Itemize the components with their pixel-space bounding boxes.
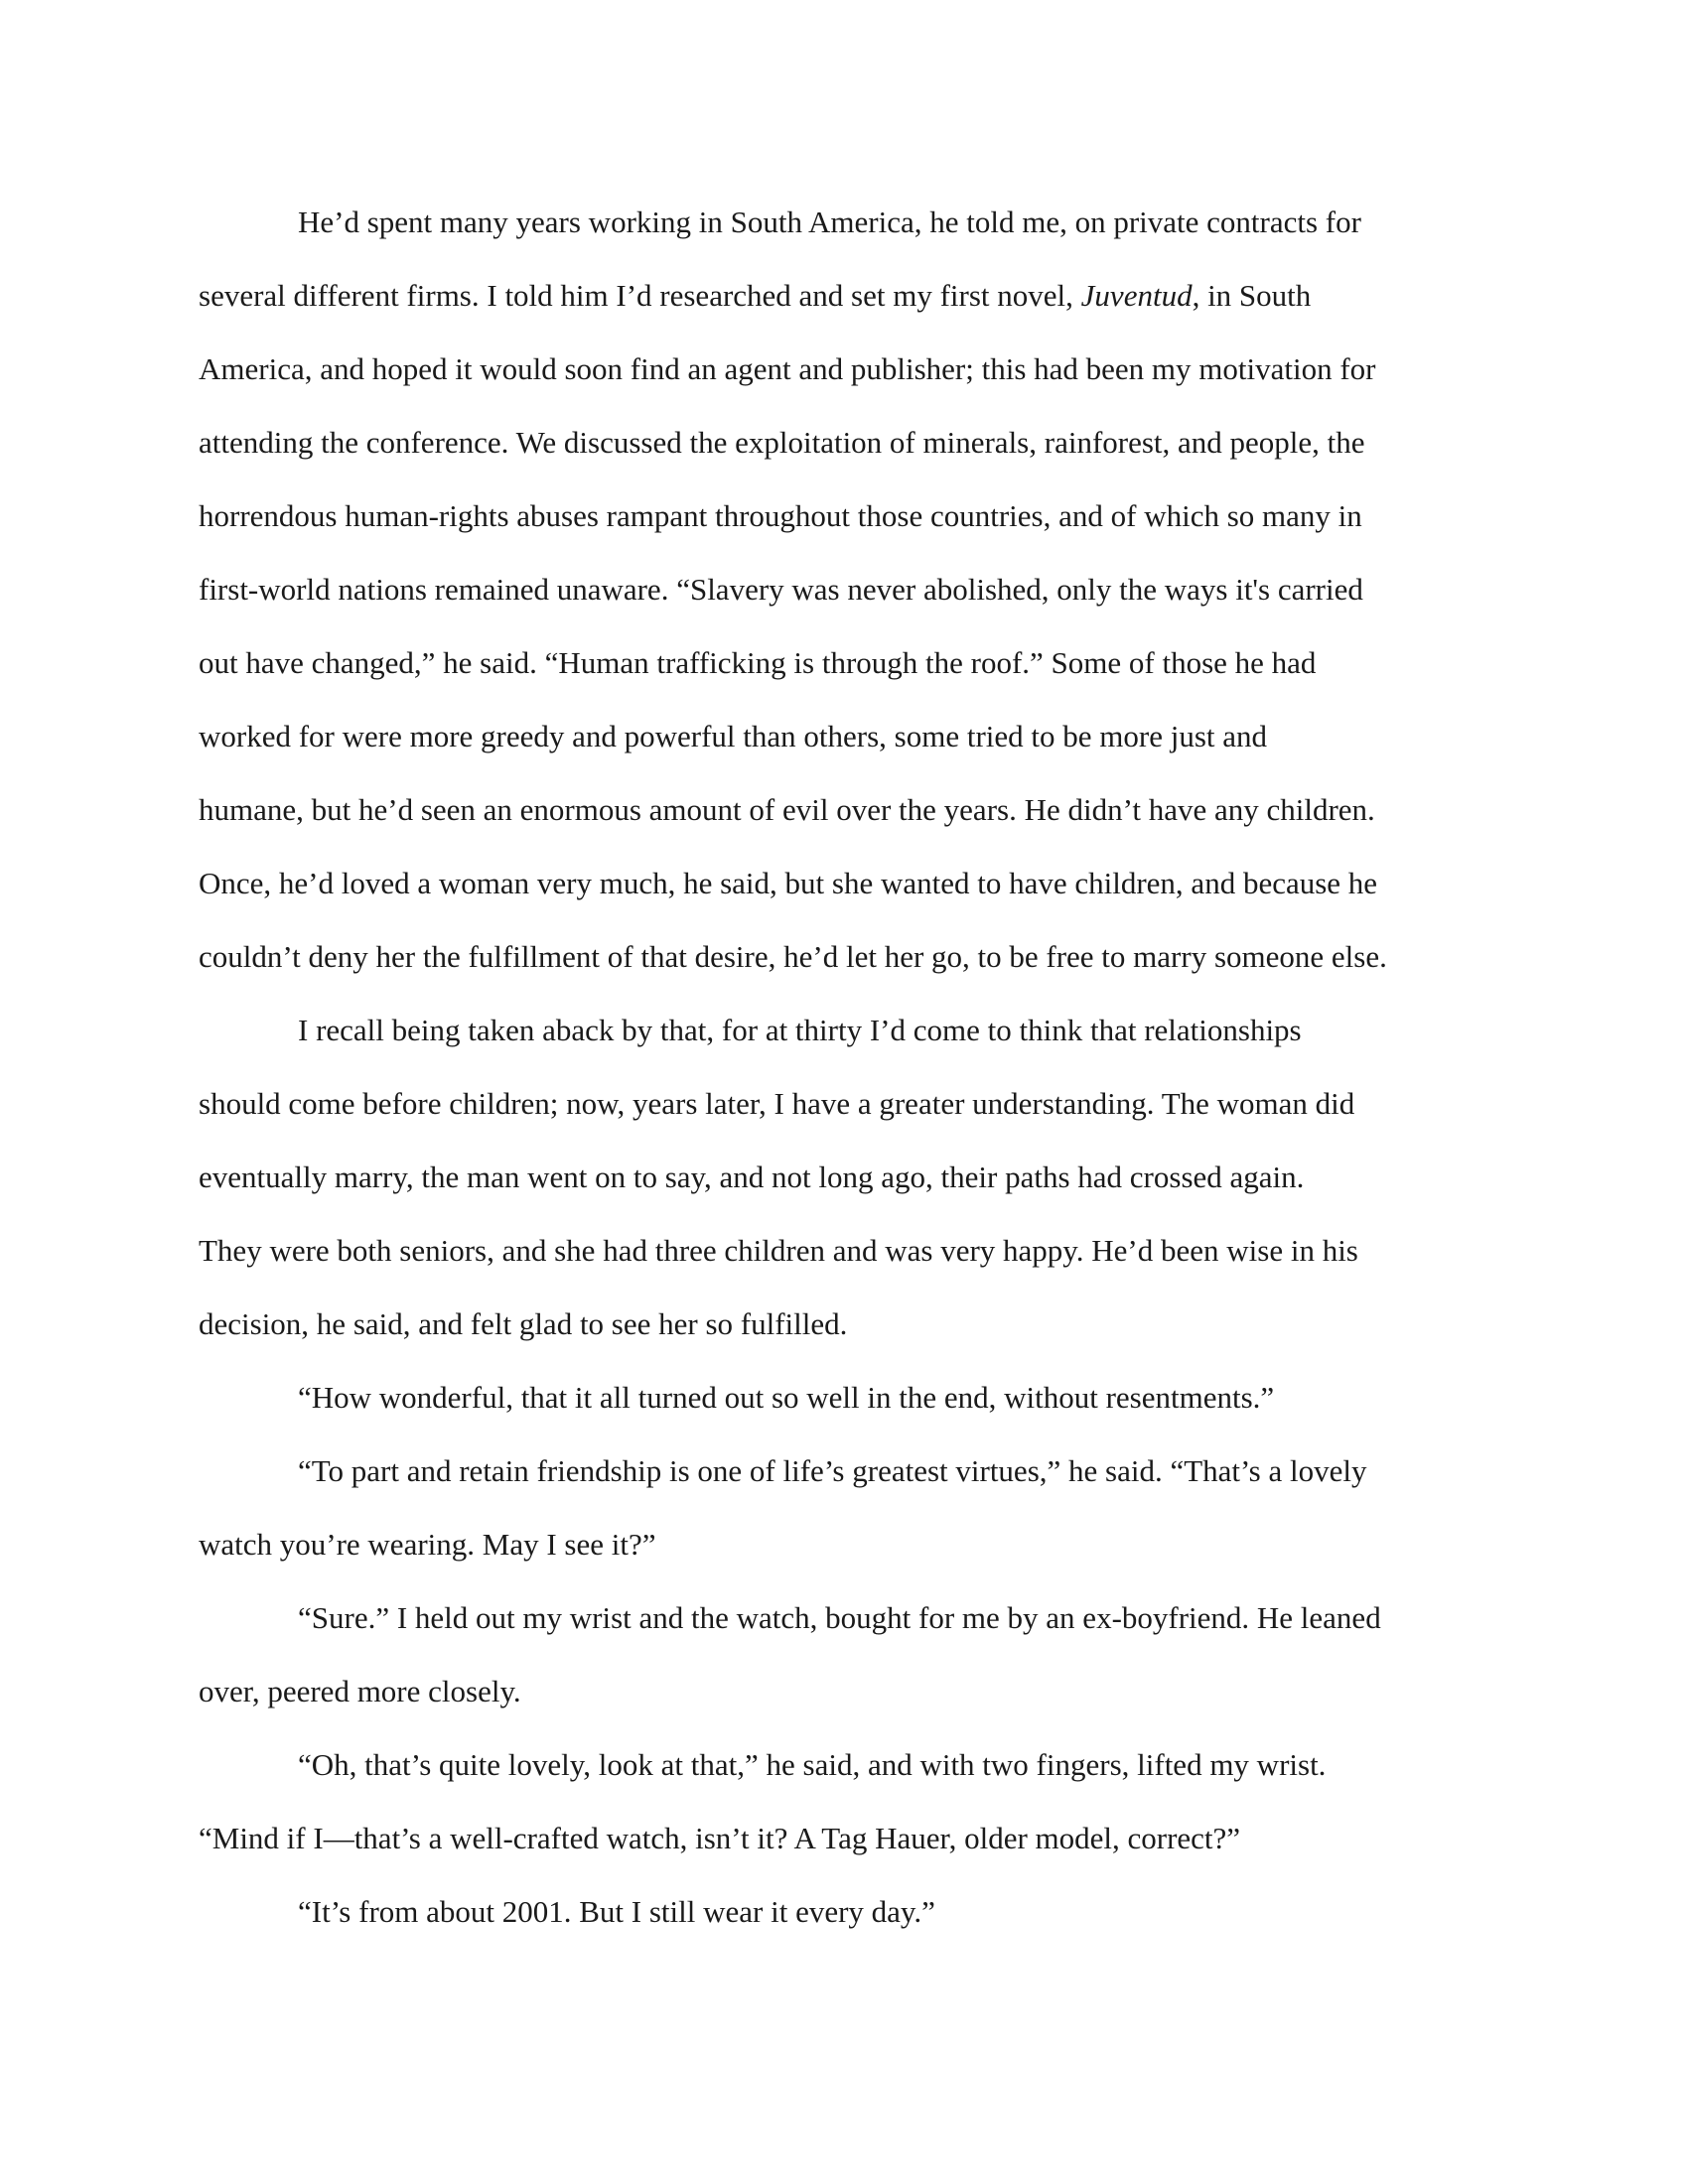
text-line: decision, he said, and felt glad to see her so fulfilled. — [199, 1306, 848, 1341]
text-line: “Mind if I—that’s a well-crafted watch, isn’t it? A Tag Hauer, older model, correct?” — [199, 1821, 1241, 1855]
text-line: eventually marry, the man went on to say, and not long ago, their paths had crossed again. — [199, 1160, 1305, 1194]
text-line: He’d spent many years working in South America, he told me, on private contracts for — [298, 205, 1361, 239]
text-line: “It’s from about 2001. But I still wear it every day.” — [298, 1894, 935, 1929]
text-line: humane, but he’d seen an enormous amount of evil over the years. He didn’t have any children. — [199, 792, 1375, 827]
text-line: worked for were more greedy and powerful than others, some tried to be more just and — [199, 719, 1268, 753]
text-line: first-world nations remained unaware. “Slavery was never abolished, only the ways it's carried — [199, 572, 1363, 607]
paragraph-5 — [199, 1581, 1489, 1728]
text-line: They were both seniors, and she had three children and was very happy. He’d been wise in his — [199, 1233, 1358, 1268]
text-line: Once, he’d loved a woman very much, he said, but she wanted to have children, and because he — [199, 866, 1378, 900]
paragraph-6 — [199, 1728, 1489, 1875]
text-segment: , in South — [1192, 278, 1312, 313]
text-line: America, and hoped it would soon find an agent and publisher; this had been my motivation for — [199, 351, 1376, 386]
text-line: attending the conference. We discussed the exploitation of minerals, rainforest, and people, the — [199, 425, 1365, 460]
text-line: I recall being taken aback by that, for at thirty I’d come to think that relationships — [298, 1013, 1302, 1047]
book-title: Juventud — [1080, 278, 1193, 313]
paragraph-1 — [199, 186, 1489, 994]
paragraph-7 — [199, 1875, 1489, 1949]
text-line: should come before children; now, years later, I have a greater understanding. The woman did — [199, 1086, 1355, 1121]
paragraph-4 — [199, 1434, 1489, 1581]
body-text — [199, 186, 1489, 1949]
text-segment: several different firms. I told him I’d researched and set my first novel, — [199, 278, 1081, 313]
text-line: over, peered more closely. — [199, 1674, 521, 1708]
text-line: watch you’re wearing. May I see it?” — [199, 1527, 656, 1562]
paragraph-2 — [199, 994, 1489, 1361]
text-line: “To part and retain friendship is one of life’s greatest virtues,” he said. “That’s a lovely — [298, 1453, 1367, 1488]
text-line — [199, 259, 1489, 333]
text-line: out have changed,” he said. “Human trafficking is through the roof.” Some of those he had — [199, 645, 1317, 680]
text-line: couldn’t deny her the fulfillment of that desire, he’d let her go, to be free to marry someone else. — [199, 939, 1387, 974]
text-line: horrendous human-rights abuses rampant throughout those countries, and of which so many in — [199, 498, 1362, 533]
text-line: “How wonderful, that it all turned out so well in the end, without resentments.” — [298, 1380, 1275, 1415]
paragraph-3 — [199, 1361, 1489, 1434]
text-line: “Oh, that’s quite lovely, look at that,” he said, and with two fingers, lifted my wrist. — [298, 1747, 1327, 1782]
text-line: “Sure.” I held out my wrist and the watch, bought for me by an ex-boyfriend. He leaned — [298, 1600, 1381, 1635]
